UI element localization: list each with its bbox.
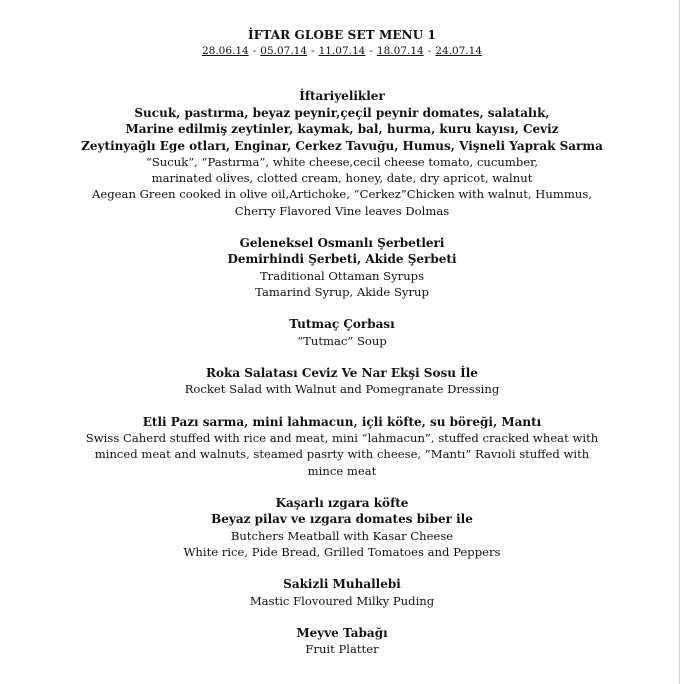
english-line: Rocket Salad with Walnut and Pomegranate Dressing xyxy=(184,382,500,397)
section-salata xyxy=(40,365,644,398)
turkish-line: Beyaz pilav ve ızgara domates biber ile xyxy=(211,512,473,527)
date-4: 18.07.14 xyxy=(376,45,424,57)
english-line: Aegean Green cooked in olive oil,Artichoke, “Cerkez”Chicken with walnut, Hummus, xyxy=(92,187,592,202)
section-heading: Geleneksel Osmanlı Şerbetleri xyxy=(239,235,445,250)
section-heading: İftariyelikler xyxy=(299,89,385,103)
section-ara-sicak xyxy=(40,414,644,479)
date-separator: - xyxy=(252,45,257,57)
english-line: Mastic Flovoured Milky Puding xyxy=(249,593,435,608)
section-serbetler xyxy=(40,235,644,300)
turkish-line: Zeytinyağlı Ege otları, Enginar, Cerkez Tavuğu, Humus, Vişneli Yaprak Sarma xyxy=(81,138,603,153)
section-heading: Kaşarlı ızgara köfte xyxy=(275,495,409,510)
english-line: Traditional Ottaman Syrups xyxy=(259,268,425,283)
section-heading: Tutmaç Çorbası xyxy=(289,317,395,332)
english-line: Swiss Caherd stuffed with rice and meat, mini “lahmacun”, stuffed cracked wheat with xyxy=(85,431,599,446)
english-line: mince meat xyxy=(307,463,377,478)
section-ana-yemek xyxy=(40,495,644,560)
turkish-line: Marine edilmiş zeytinler, kaymak, bal, hurma, kuru kayısı, Ceviz xyxy=(125,122,559,136)
menu-content xyxy=(40,28,644,658)
turkish-line: Sucuk, pastırma, beyaz peynir,çeçil peynir domates, salatalık, xyxy=(134,105,550,120)
date-2: 05.07.14 xyxy=(260,45,308,57)
section-heading: Meyve Tabağı xyxy=(296,625,388,640)
section-heading: Sakizli Muhallebi xyxy=(283,577,401,592)
menu-title: İFTAR GLOBE SET MENU 1 xyxy=(248,28,436,42)
date-separator: - xyxy=(311,45,315,57)
english-line: Tamarind Syrup, Akide Syrup xyxy=(255,285,429,300)
section-heading: Etli Pazı sarma, mini lahmacun, içli köfte, su böreği, Mantı xyxy=(142,414,542,429)
section-tatli xyxy=(40,576,644,609)
section-heading: Roka Salatası Ceviz Ve Nar Ekşi Sosu İle xyxy=(206,365,478,380)
english-line: minced meat and walnuts, steamed pasrty with cheese, “Mantı” Ravıoli stuffed with xyxy=(94,447,590,462)
date-separator: - xyxy=(369,45,373,57)
english-line: marinated olives, clotted cream, honey, date, dry apricot, walnut xyxy=(151,171,533,186)
english-line: Cherry Flavored Vine leaves Dolmas xyxy=(234,203,450,218)
date-3: 11.07.14 xyxy=(318,45,366,57)
english-line: Butchers Meatball with Kasar Cheese xyxy=(230,528,454,543)
section-corba xyxy=(40,316,644,349)
date-separator: - xyxy=(427,45,432,57)
english-line: Fruit Platter xyxy=(305,642,379,657)
section-iftariyelikler xyxy=(40,88,644,219)
date-5: 24.07.14 xyxy=(435,45,483,57)
english-line: “Tutmac” Soup xyxy=(297,333,387,348)
english-line: “Sucuk”, “Pastırma”, white cheese,cecil cheese tomato, cucumber, xyxy=(145,155,539,169)
section-meyve xyxy=(40,625,644,658)
english-line: White rice, Pide Bread, Grilled Tomatoes and Peppers xyxy=(183,544,501,559)
date-1: 28.06.14 xyxy=(201,45,249,57)
menu-dates xyxy=(40,44,644,58)
turkish-line: Demirhindi Şerbeti, Akide Şerbeti xyxy=(227,252,457,267)
